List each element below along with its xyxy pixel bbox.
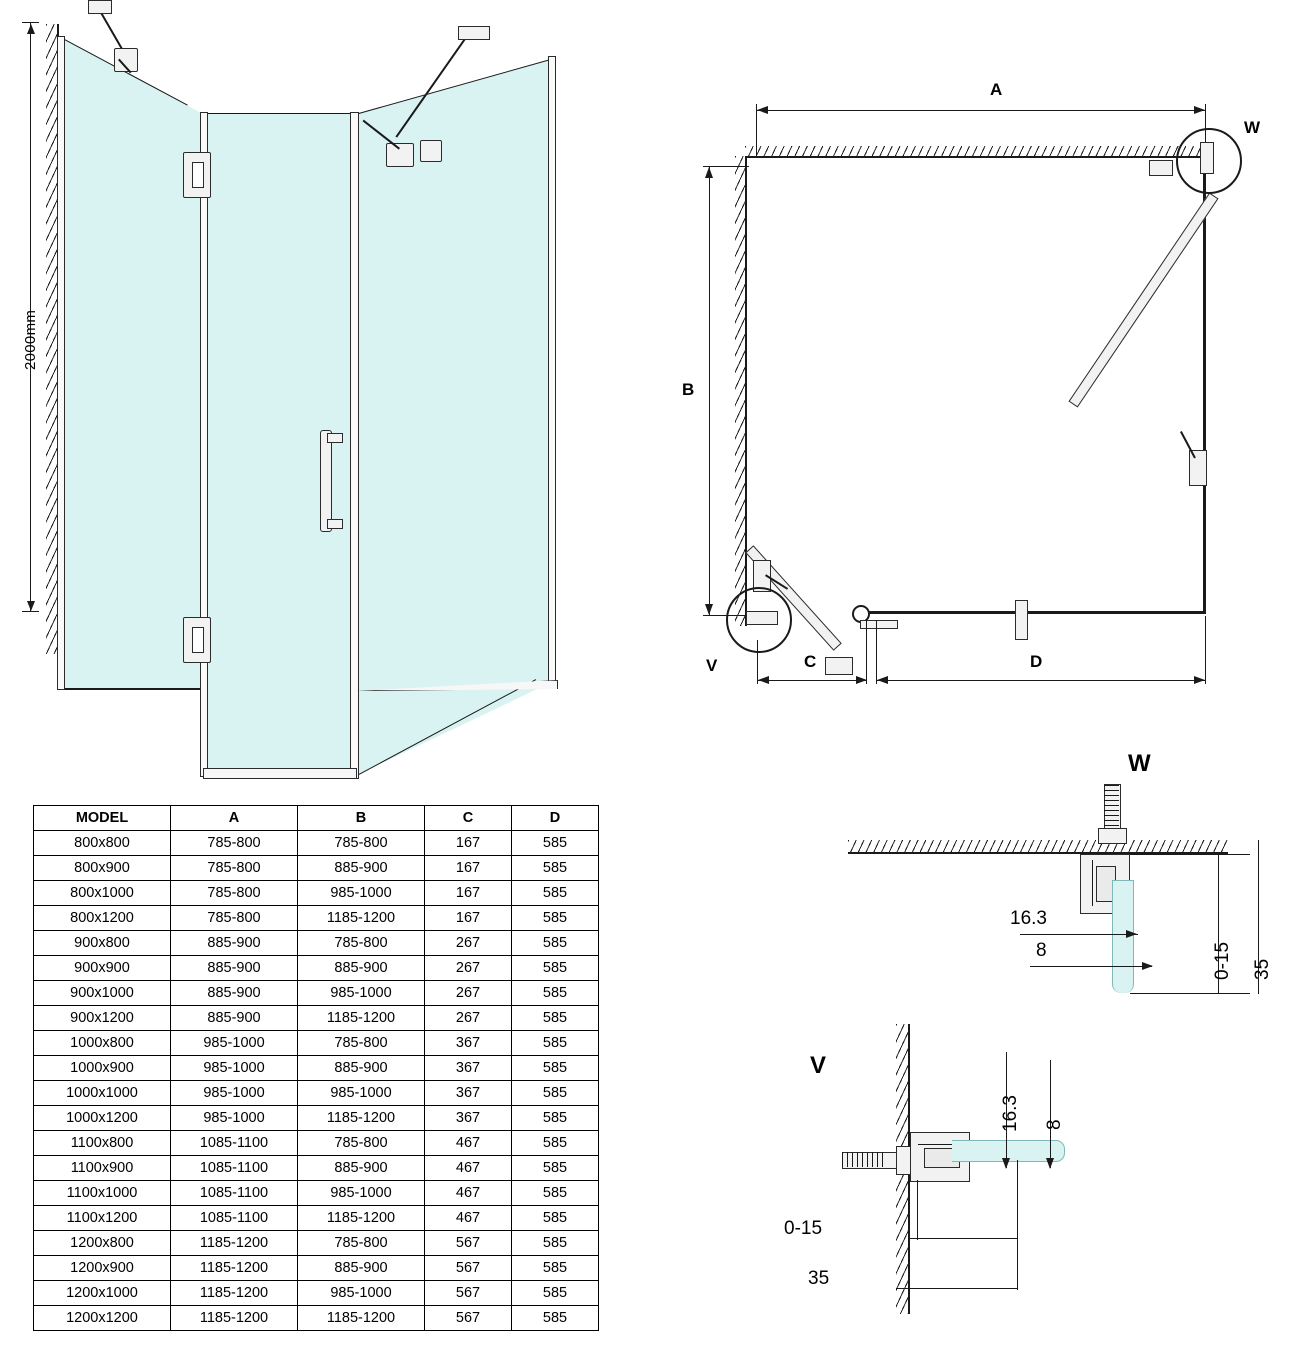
stabiliser-bracket-right-wall (458, 26, 490, 40)
plan-dim-D-ext-right (1205, 616, 1206, 684)
table-cell-value: 585 (512, 1206, 599, 1231)
table-cell-value: 885-900 (171, 956, 298, 981)
table-cell-model: 800x1000 (34, 881, 171, 906)
plan-dim-D-line (876, 680, 1206, 681)
table-cell-value: 1185-1200 (171, 1256, 298, 1281)
table-cell-model: 1200x1000 (34, 1281, 171, 1306)
table-header-row (34, 806, 599, 831)
table-row (34, 906, 599, 931)
table-cell-value: 167 (425, 831, 512, 856)
table-row (34, 1181, 599, 1206)
table-cell-value: 267 (425, 956, 512, 981)
detail-W-wall-hatch (848, 840, 1228, 852)
table-cell-value: 585 (512, 1106, 599, 1131)
table-cell-value: 585 (512, 856, 599, 881)
table-cell-model: 1200x900 (34, 1256, 171, 1281)
detail-W-dim-35-label: 35 (1252, 958, 1273, 980)
vertical-profile-corner (350, 112, 359, 779)
table-cell-value: 1185-1200 (298, 906, 425, 931)
plan-view (660, 60, 1280, 720)
stabiliser-bracket-right-glass (386, 143, 414, 167)
stabiliser-bracket-right-mid (420, 140, 442, 162)
table-cell-value: 885-900 (171, 981, 298, 1006)
table-row (34, 1156, 599, 1181)
table-cell-value: 585 (512, 906, 599, 931)
table-cell-model: 1000x1200 (34, 1106, 171, 1131)
plan-detail-W-inner (1200, 142, 1214, 174)
table-cell-value: 885-900 (171, 931, 298, 956)
height-dimension-label: 2000mm (22, 309, 39, 370)
table-row (34, 981, 599, 1006)
table-cell-value: 585 (512, 1256, 599, 1281)
table-cell-value: 585 (512, 1231, 599, 1256)
detail-W-dim-8-line (1030, 966, 1152, 967)
table-cell-value: 885-900 (171, 1006, 298, 1031)
plan-label-W: W (1244, 118, 1261, 137)
detail-V-dim-015-ext-right (917, 1180, 918, 1240)
table-cell-model: 1000x900 (34, 1056, 171, 1081)
table-cell-value: 985-1000 (171, 1106, 298, 1131)
plan-detail-V-inner (746, 611, 778, 625)
table-cell-value: 585 (512, 881, 599, 906)
table-cell-model: 1200x1200 (34, 1306, 171, 1331)
table-cell-value: 467 (425, 1131, 512, 1156)
table-cell-value: 585 (512, 1006, 599, 1031)
table-cell-value: 367 (425, 1031, 512, 1056)
plan-dim-A-line (756, 110, 1206, 111)
table-cell-value: 585 (512, 981, 599, 1006)
table-cell-model: 900x1000 (34, 981, 171, 1006)
table-cell-value: 585 (512, 1056, 599, 1081)
plan-label-A: A (990, 80, 1003, 99)
table-cell-value: 267 (425, 981, 512, 1006)
table-cell-value: 985-1000 (298, 881, 425, 906)
table-cell-model: 1100x1200 (34, 1206, 171, 1231)
table-cell-value: 167 (425, 856, 512, 881)
plan-dim-A-arrow-left (757, 106, 768, 114)
glass-panel-front-left (59, 36, 203, 688)
table-cell-value: 367 (425, 1081, 512, 1106)
table-cell-value: 585 (512, 1306, 599, 1331)
vertical-profile-left (57, 36, 65, 690)
detail-W-dim-163-label: 16.3 (1010, 908, 1047, 929)
table-cell-value: 267 (425, 1006, 512, 1031)
table-cell-value: 1185-1200 (171, 1306, 298, 1331)
spec-table-body (34, 831, 599, 1331)
table-cell-value: 785-800 (171, 856, 298, 881)
detail-V-dim-8-line (1050, 1060, 1051, 1168)
table-row (34, 1206, 599, 1231)
detail-V-dim-163-arrow-bottom (1002, 1158, 1010, 1169)
plan-top-wall-hatch (745, 146, 1205, 156)
table-cell-value: 585 (512, 956, 599, 981)
table-cell-value: 785-800 (298, 1231, 425, 1256)
plan-label-C: C (804, 652, 817, 671)
detail-W-dim-015-label: 0-15 (1212, 941, 1233, 980)
glass-panel-front-left-bottom-edge (59, 688, 203, 690)
vertical-profile-side-right (548, 56, 556, 684)
table-cell-value: 585 (512, 1131, 599, 1156)
table-row (34, 1081, 599, 1106)
plan-dim-D-arrow-left (877, 676, 888, 684)
table-header-d: D (512, 806, 599, 831)
table-cell-value: 885-900 (298, 1156, 425, 1181)
table-cell-value: 985-1000 (171, 1081, 298, 1106)
plan-dim-C-arrow-right (856, 676, 867, 684)
table-cell-model: 800x1200 (34, 906, 171, 931)
plan-dim-B-arrow-bottom (705, 604, 713, 615)
table-cell-value: 585 (512, 831, 599, 856)
table-cell-value: 985-1000 (171, 1056, 298, 1081)
table-cell-model: 900x800 (34, 931, 171, 956)
hinge-lower-plate (192, 627, 204, 653)
detail-W-anchor-thread (1104, 784, 1119, 826)
table-cell-value: 267 (425, 931, 512, 956)
table-cell-value: 785-800 (298, 1031, 425, 1056)
table-row (34, 1006, 599, 1031)
table-cell-value: 885-900 (298, 1256, 425, 1281)
table-cell-value: 567 (425, 1306, 512, 1331)
plan-dim-D-ext-left (876, 620, 877, 684)
plan-top-wall-line (745, 156, 1205, 158)
table-cell-value: 885-900 (298, 956, 425, 981)
table-cell-value: 885-900 (298, 856, 425, 881)
detail-V-dim-8-label: 8 (1044, 1119, 1065, 1130)
table-row (34, 831, 599, 856)
bottom-rail-front (203, 768, 357, 779)
plan-dim-B-line (709, 166, 710, 616)
table-cell-value: 585 (512, 1181, 599, 1206)
detail-W-dim-163-line (1020, 934, 1138, 935)
table-cell-value: 467 (425, 1181, 512, 1206)
table-cell-value: 1185-1200 (298, 1006, 425, 1031)
table-cell-model: 1100x800 (34, 1131, 171, 1156)
height-dim-tick-top (22, 22, 39, 23)
table-cell-value: 885-900 (298, 1056, 425, 1081)
detail-V-dim-015-label: 0-15 (784, 1218, 823, 1239)
table-cell-value: 467 (425, 1156, 512, 1181)
detail-W-dim-8-arrow-right (1142, 962, 1153, 970)
table-header-c: C (425, 806, 512, 831)
detail-W-dim-8-label: 8 (1036, 940, 1047, 961)
table-cell-value: 785-800 (171, 831, 298, 856)
plan-label-D: D (1030, 652, 1043, 671)
table-header-model: MODEL (34, 806, 171, 831)
table-row (34, 1256, 599, 1281)
plan-left-wall-hatch (735, 156, 745, 626)
detail-W-dim-015-ext-top (1130, 854, 1250, 855)
detail-W-screw-head (1098, 828, 1127, 844)
detail-view-W (830, 740, 1295, 1030)
door-handle-mount-top (327, 433, 343, 443)
table-cell-value: 585 (512, 931, 599, 956)
plan-open-door-upper-link (1180, 431, 1196, 458)
door-handle[interactable] (320, 430, 332, 532)
detail-W-profile-inner-line (1092, 860, 1093, 906)
table-cell-value: 585 (512, 1156, 599, 1181)
stabiliser-bracket-left-wall (88, 0, 112, 14)
left-wall-hatch (46, 24, 57, 654)
table-row (34, 1281, 599, 1306)
table-cell-value: 367 (425, 1106, 512, 1131)
detail-V-anchor-thread (842, 1152, 886, 1167)
table-header-b: B (298, 806, 425, 831)
detail-V-dim-015-line (910, 1238, 1018, 1239)
table-cell-model: 1000x800 (34, 1031, 171, 1056)
plan-side-glass (1203, 158, 1206, 613)
table-row (34, 931, 599, 956)
table-row (34, 1231, 599, 1256)
table-cell-model: 1000x1000 (34, 1081, 171, 1106)
height-dim-arrow-bottom (27, 601, 35, 611)
table-cell-value: 985-1000 (298, 1081, 425, 1106)
table-row (34, 1131, 599, 1156)
detail-W-title: W (1128, 750, 1151, 777)
table-cell-value: 1185-1200 (171, 1281, 298, 1306)
plan-dim-C-line (757, 680, 867, 681)
plan-dim-D-arrow-right (1194, 676, 1205, 684)
table-row (34, 1106, 599, 1131)
front-perspective-view (0, 0, 600, 790)
table-row (34, 856, 599, 881)
table-cell-value: 785-800 (298, 1131, 425, 1156)
table-cell-value: 985-1000 (298, 1181, 425, 1206)
table-cell-value: 167 (425, 906, 512, 931)
detail-view-V (784, 1000, 1230, 1330)
table-cell-value: 785-800 (171, 881, 298, 906)
plan-label-B: B (682, 380, 695, 399)
table-cell-model: 800x800 (34, 831, 171, 856)
hinge-upper-plate (192, 162, 204, 188)
table-cell-model: 900x1200 (34, 1006, 171, 1031)
detail-W-dim-163-arrow-right (1126, 930, 1137, 938)
table-cell-model: 1100x1000 (34, 1181, 171, 1206)
glass-panel-front-right-top-edge (206, 113, 354, 114)
table-row (34, 881, 599, 906)
table-cell-value: 585 (512, 1281, 599, 1306)
plan-dim-C-arrow-left (758, 676, 769, 684)
table-cell-value: 1085-1100 (171, 1156, 298, 1181)
table-cell-value: 567 (425, 1231, 512, 1256)
detail-V-dim-163-label: 16.3 (1000, 1095, 1021, 1132)
table-cell-model: 800x900 (34, 856, 171, 881)
table-cell-value: 1085-1100 (171, 1206, 298, 1231)
plan-hinge-upper-wall (1149, 160, 1173, 176)
table-cell-model: 900x900 (34, 956, 171, 981)
spec-table (33, 805, 599, 1331)
table-row (34, 1056, 599, 1081)
table-cell-value: 1185-1200 (171, 1231, 298, 1256)
detail-V-dim-35-label: 35 (808, 1268, 830, 1289)
vertical-profile-center (200, 112, 208, 777)
table-cell-value: 985-1000 (171, 1031, 298, 1056)
table-cell-model: 1200x800 (34, 1231, 171, 1256)
plan-dim-A-arrow-right (1194, 106, 1205, 114)
table-row (34, 1306, 599, 1331)
table-cell-value: 167 (425, 881, 512, 906)
plan-hinge-lower-glass (825, 657, 853, 675)
table-row (34, 956, 599, 981)
detail-V-dim-35-line (896, 1288, 1018, 1289)
detail-V-dim-8-arrow-bottom (1046, 1158, 1054, 1169)
plan-left-wall-line (745, 156, 747, 626)
table-cell-value: 567 (425, 1281, 512, 1306)
plan-bottom-profile (1015, 600, 1028, 640)
table-cell-value: 785-800 (171, 906, 298, 931)
table-row (34, 1031, 599, 1056)
table-cell-value: 367 (425, 1056, 512, 1081)
table-cell-model: 1100x900 (34, 1156, 171, 1181)
detail-W-dim-015-ext-bottom (1130, 993, 1250, 994)
table-cell-value: 585 (512, 1031, 599, 1056)
door-handle-mount-bottom (327, 519, 343, 529)
plan-front-fixed-glass (858, 611, 1206, 614)
detail-V-dim-35-ext-right (1017, 1160, 1018, 1290)
table-cell-value: 785-800 (298, 831, 425, 856)
height-dim-arrow-top (27, 24, 35, 34)
plan-dim-C-ext-right (866, 620, 867, 684)
plan-dim-B-arrow-top (705, 167, 713, 178)
table-cell-value: 985-1000 (298, 981, 425, 1006)
table-cell-value: 985-1000 (298, 1281, 425, 1306)
plan-label-V: V (706, 656, 718, 675)
spec-table-wrapper (33, 805, 599, 1331)
table-cell-value: 1185-1200 (298, 1206, 425, 1231)
table-cell-value: 1085-1100 (171, 1131, 298, 1156)
table-cell-value: 567 (425, 1256, 512, 1281)
table-cell-value: 785-800 (298, 931, 425, 956)
table-header-a: A (171, 806, 298, 831)
table-cell-value: 1185-1200 (298, 1106, 425, 1131)
table-cell-value: 585 (512, 1081, 599, 1106)
table-cell-value: 1185-1200 (298, 1306, 425, 1331)
plan-open-door-upper (1068, 192, 1218, 407)
height-dim-tick-bottom (22, 611, 39, 612)
table-cell-value: 467 (425, 1206, 512, 1231)
table-cell-value: 1085-1100 (171, 1181, 298, 1206)
detail-V-title: V (810, 1052, 827, 1079)
